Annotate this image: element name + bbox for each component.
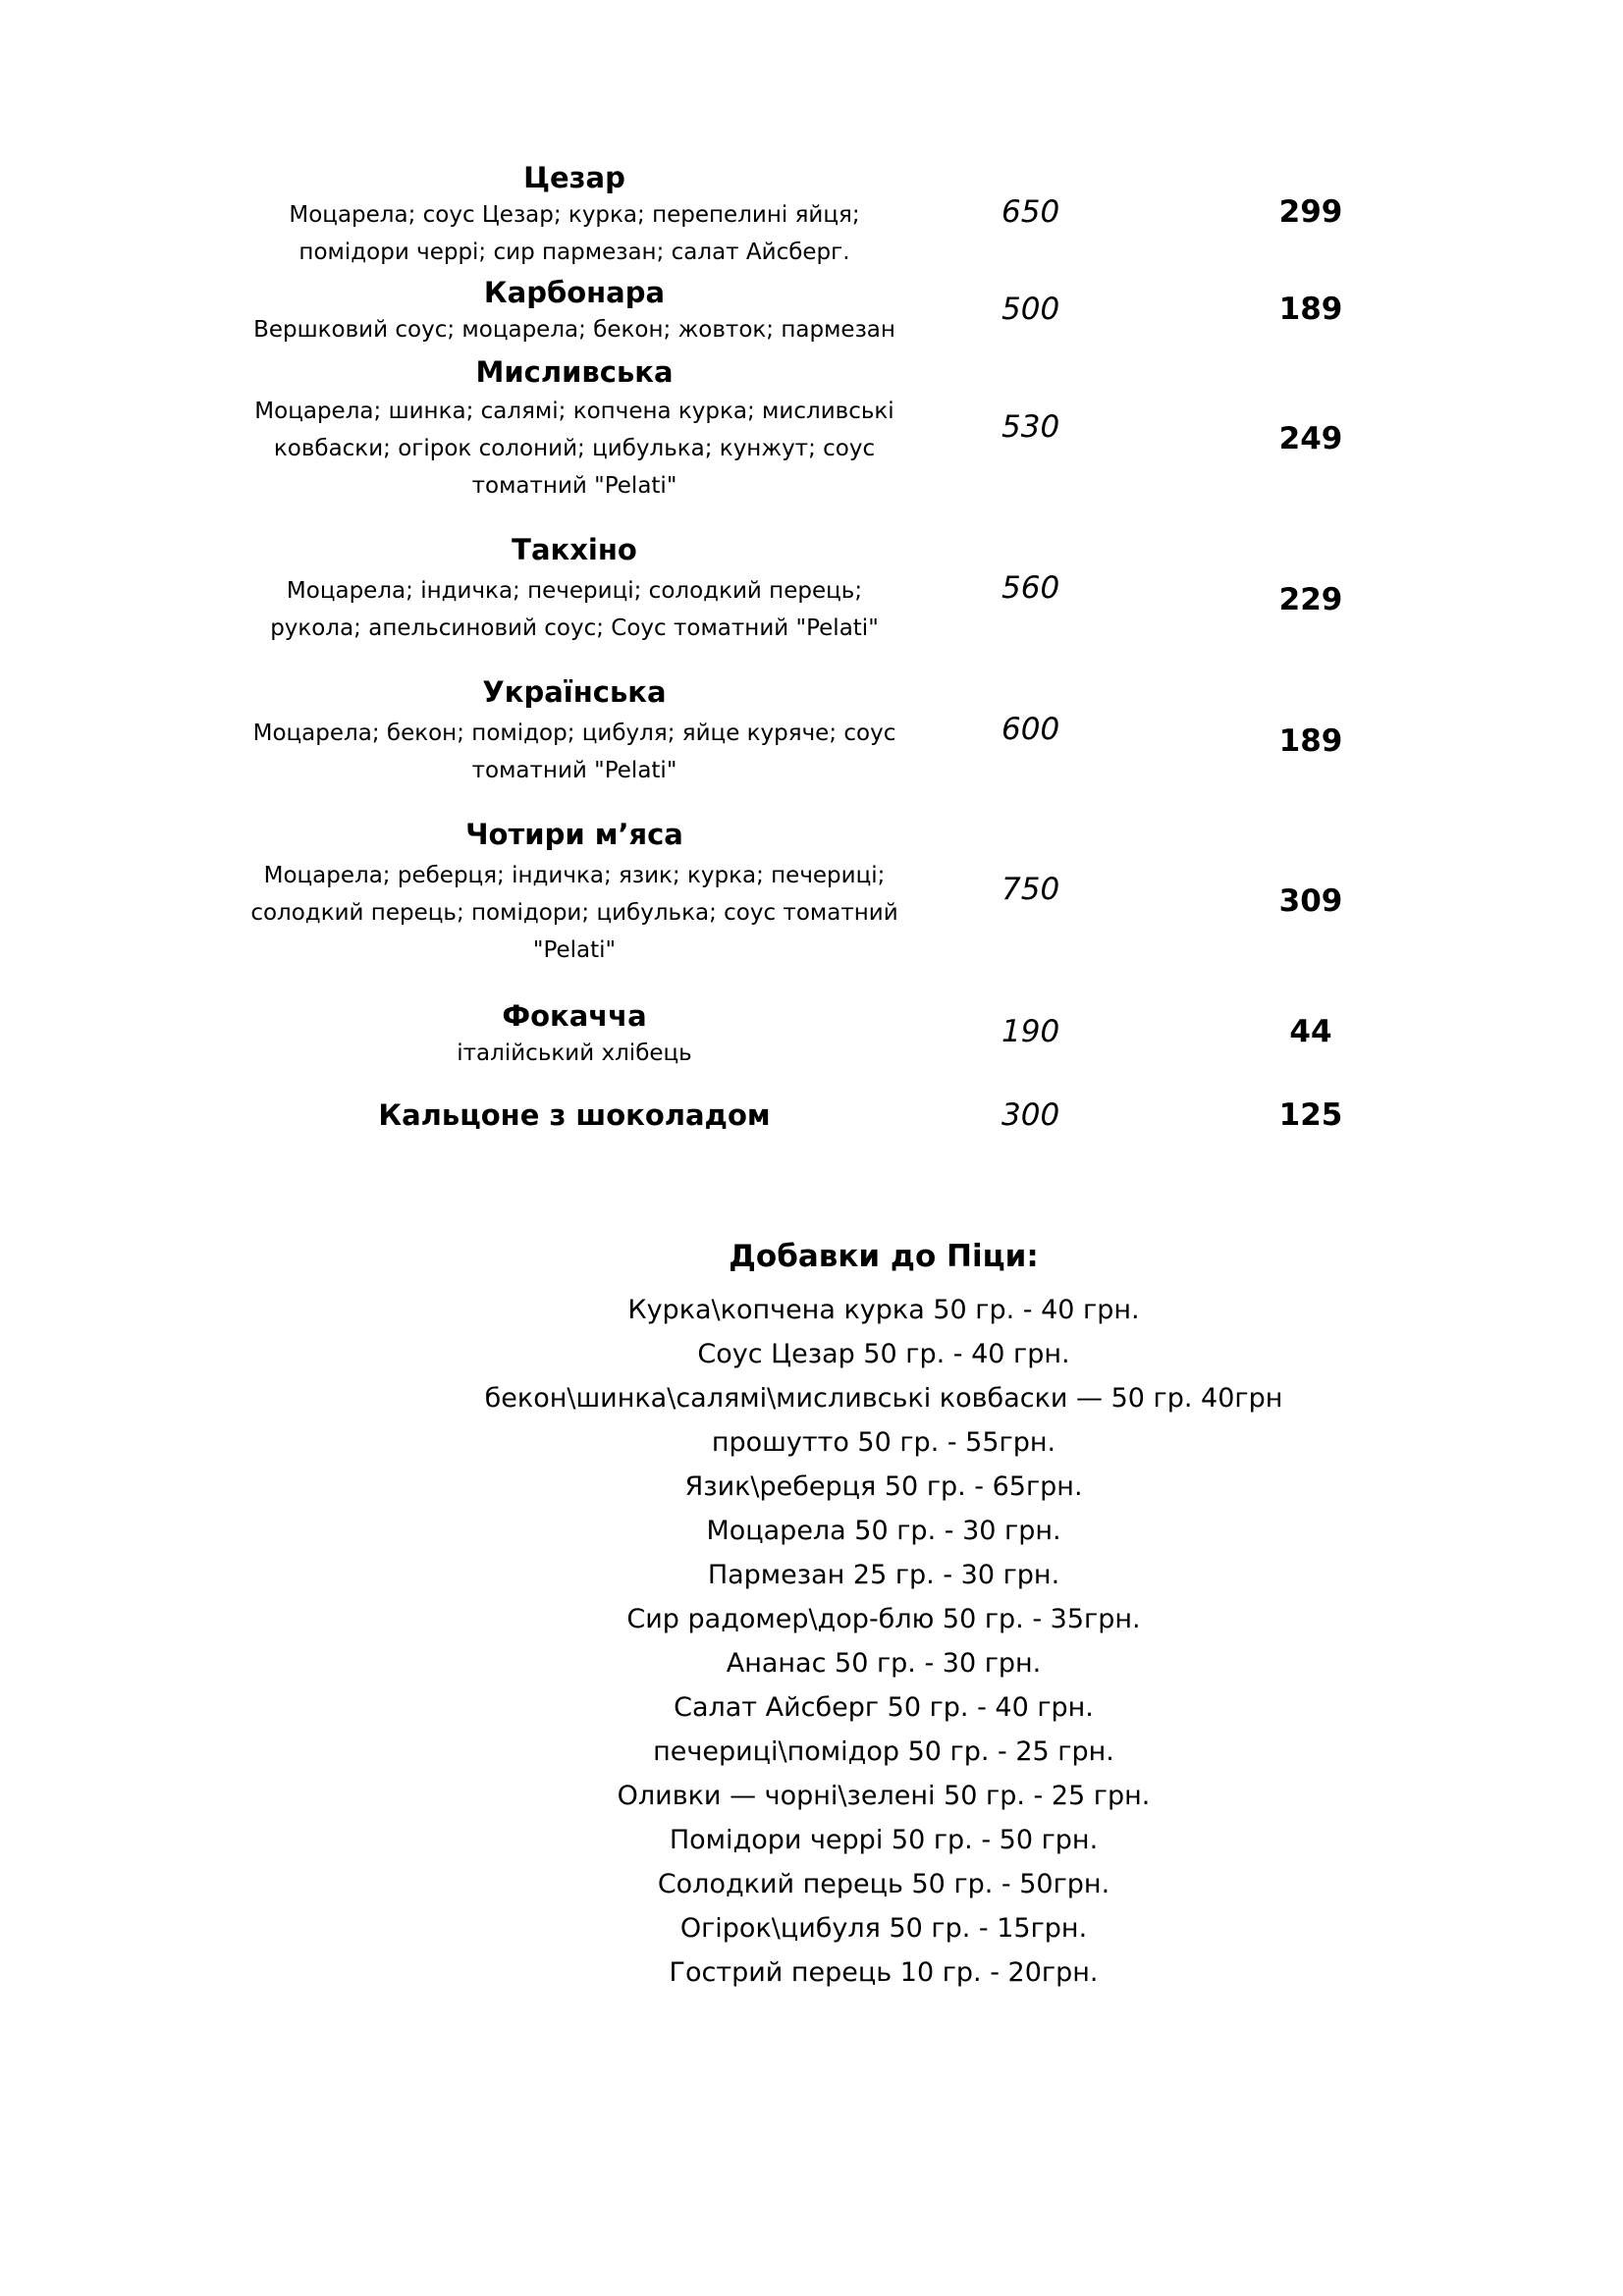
- addon-item: Гострий перець 10 гр. - 20грн.: [669, 1957, 1099, 1988]
- item-weight: 750: [1001, 872, 1060, 907]
- item-weight: 530: [1001, 409, 1060, 445]
- addon-item: печериці\помідор 50 гр. - 25 грн.: [653, 1736, 1114, 1767]
- item-name: Цезар: [523, 161, 625, 194]
- item-price: 249: [1278, 421, 1343, 456]
- item-name: Чотири м’яса: [465, 818, 683, 851]
- item-weight: 650: [1001, 194, 1060, 230]
- item-description: Моцарела; шинка; салямі; копчена курка; мисливські ковбаски; огірок солоний; цибулька; кунжут; соус томатний "Pelati": [254, 399, 894, 499]
- addon-item: Оливки — чорні\зелені 50 гр. - 25 грн.: [617, 1781, 1151, 1811]
- item-weight: 600: [1001, 712, 1060, 747]
- addon-item: Ананас 50 гр. - 30 грн.: [726, 1648, 1042, 1679]
- item-name: Кальцоне з шоколадом: [378, 1098, 771, 1132]
- item-price: 229: [1278, 582, 1343, 617]
- addon-item: Пармезан 25 гр. - 30 грн.: [707, 1560, 1060, 1590]
- item-name: Мисливська: [475, 355, 674, 389]
- item-weight: 560: [1001, 570, 1060, 606]
- addon-item: Салат Айсберг 50 гр. - 40 грн.: [674, 1692, 1094, 1723]
- addon-item: Сир радомер\дор-блю 50 гр. - 35грн.: [626, 1604, 1141, 1634]
- item-description: Моцарела; індичка; печериці; солодкий перець; рукола; апельсиновий соус; Соус томатний "Pelati": [270, 578, 879, 641]
- item-name: Українська: [482, 675, 667, 709]
- addon-item: прошутто 50 гр. - 55грн.: [711, 1427, 1056, 1458]
- item-weight: 500: [1001, 292, 1060, 327]
- addons-title: Добавки до Піци:: [729, 1239, 1039, 1274]
- item-description: Вершковий соус; моцарела; бекон; жовток; пармезан: [253, 317, 895, 343]
- item-price: 189: [1278, 723, 1343, 759]
- item-weight: 190: [1001, 1014, 1060, 1049]
- addon-item: Соус Цезар 50 гр. - 40 грн.: [697, 1339, 1070, 1369]
- item-price: 189: [1278, 292, 1343, 327]
- addons-list: [393, 1288, 1375, 1995]
- item-name: Карбонара: [483, 276, 666, 309]
- item-description: італійський хлібець: [457, 1041, 692, 1066]
- addon-item: Курка\копчена курка 50 гр. - 40 грн.: [627, 1295, 1140, 1325]
- item-price: 309: [1278, 883, 1343, 919]
- item-name: Такхіно: [512, 533, 637, 566]
- addon-item: Язик\реберця 50 гр. - 65грн.: [684, 1471, 1083, 1502]
- addon-item: Огірок\цибуля 50 гр. - 15грн.: [679, 1913, 1088, 1944]
- addon-item: Моцарела 50 гр. - 30 грн.: [706, 1516, 1061, 1546]
- item-name: Фокачча: [502, 999, 647, 1033]
- addon-item: бекон\шинка\салямі\мисливські ковбаски — 50 гр. 40грн: [484, 1383, 1283, 1414]
- item-weight: 300: [1001, 1097, 1060, 1133]
- addon-item: Помідори черрі 50 гр. - 50 грн.: [669, 1825, 1099, 1855]
- item-price: 299: [1278, 194, 1343, 230]
- item-description: Моцарела; соус Цезар; курка; перепелині яйця; помідори черрі; сир пармезан; салат Айсберг.: [289, 202, 860, 265]
- item-description: Моцарела; бекон; помідор; цибуля; яйце куряче; соус томатний "Pelati": [252, 721, 896, 783]
- addon-item: Солодкий перець 50 гр. - 50грн.: [657, 1869, 1110, 1899]
- item-price: 44: [1289, 1014, 1332, 1049]
- item-price: 125: [1278, 1097, 1343, 1133]
- item-description: Моцарела; реберця; індичка; язик; курка; печериці; солодкий перець; помідори; цибулька; соус томатний "Pelati": [250, 863, 898, 963]
